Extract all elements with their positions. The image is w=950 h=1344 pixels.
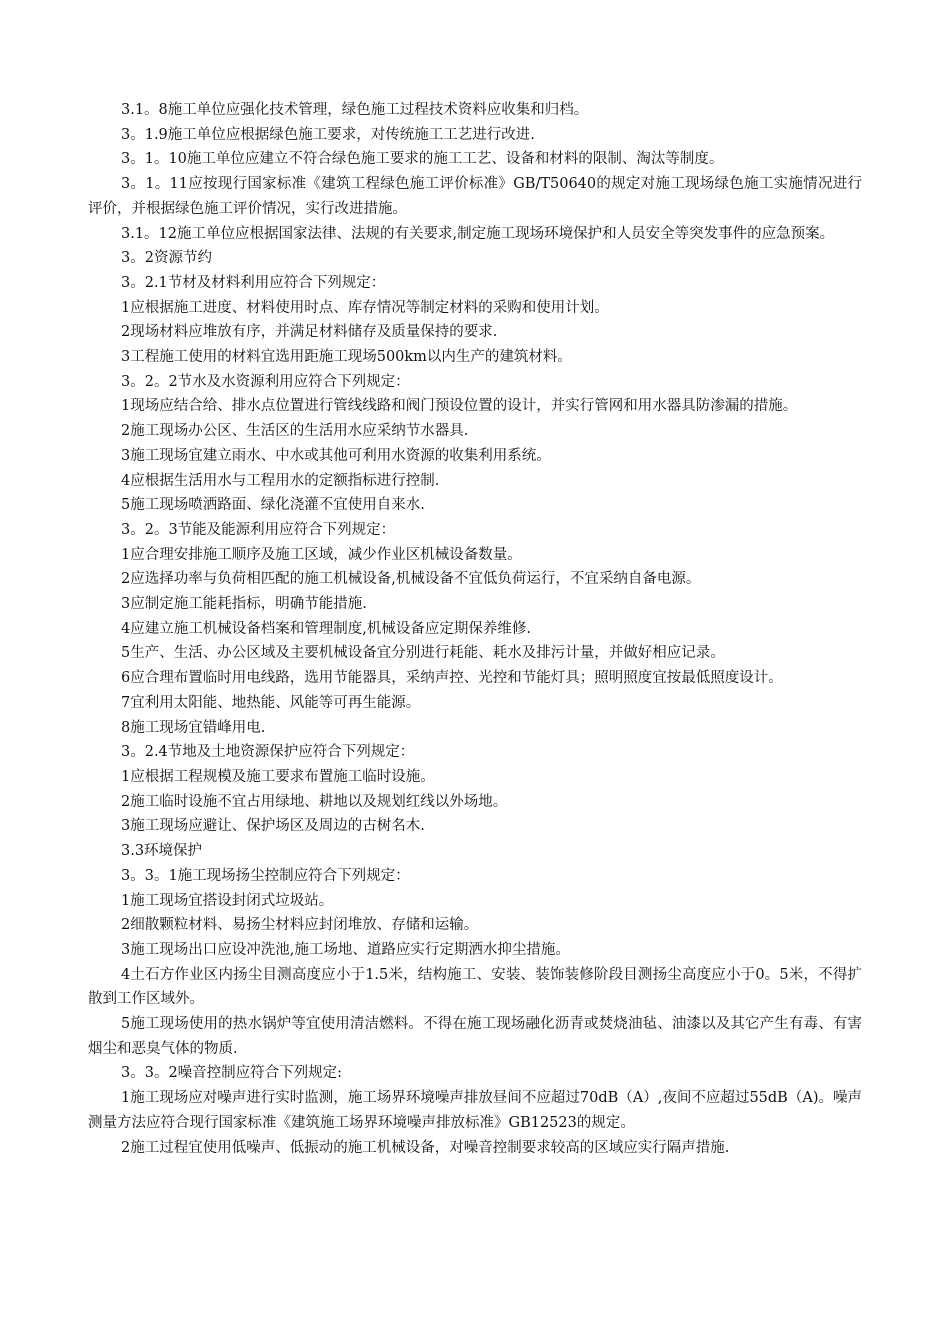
list-item: 2现场材料应堆放有序，并满足材料储存及质量保持的要求. bbox=[121, 324, 498, 341]
list-item: 4应建立施工机械设备档案和管理制度,机械设备应定期保养维修. bbox=[121, 620, 531, 637]
list-item: 2施工现场办公区、生活区的生活用水应采纳节水器具. bbox=[121, 423, 469, 440]
list-item: 6应合理布置临时用电线路，选用节能器具，采纳声控、光控和节能灯具；照明照度宜按最低照度设计。 bbox=[121, 670, 783, 687]
subsection-heading: 3。3。2噪音控制应符合下列规定: bbox=[121, 1065, 343, 1082]
subsection-heading: 3。2.1节材及材料利用应符合下列规定： bbox=[121, 274, 386, 291]
subsection-heading: 3。3。1施工现场扬尘控制应符合下列规定： bbox=[121, 867, 410, 884]
list-item: 3工程施工使用的材料宜选用距施工现场500km以内生产的建筑材料。 bbox=[121, 349, 572, 366]
list-item: 7宜利用太阳能、地热能、风能等可再生能源。 bbox=[121, 694, 421, 711]
list-item: 1应合理安排施工顺序及施工区域，减少作业区机械设备数量。 bbox=[121, 546, 522, 563]
list-item: 2施工临时设施不宜占用绿地、耕地以及规划红线以外场地。 bbox=[121, 793, 508, 810]
list-item: 5生产、生活、办公区域及主要机械设备宜分别进行耗能、耗水及排污计量，并做好相应记录。 bbox=[121, 645, 725, 662]
list-item: 3施工现场出口应设冲洗池,施工场地、道路应实行定期洒水抑尘措施。 bbox=[121, 941, 570, 958]
list-item: 2应选择功率与负荷相匹配的施工机械设备,机械设备不宜低负荷运行，不宜采纳自备电源。 bbox=[121, 571, 701, 588]
section-heading: 3。2资源节约 bbox=[121, 250, 212, 267]
list-item: 2细散颗粒材料、易扬尘材料应封闭堆放、存储和运输。 bbox=[121, 917, 479, 934]
list-item: 1施工现场应对噪声进行实时监测，施工场界环境噪声排放昼间不应超过70dB（A）,夜间不应超过55dB（A)。噪声测量方法应符合现行国家标准《建筑施工场界环境噪声排放标准》GB12523的规定。 bbox=[88, 1090, 862, 1131]
list-item: 5施工现场喷洒路面、绿化浇灌不宜使用自来水. bbox=[121, 497, 425, 514]
paragraph: 3.1。12施工单位应根据国家法律、法规的有关要求,制定施工现场环境保护和人员安全等突发事件的应急预案。 bbox=[121, 225, 835, 242]
list-item: 1应根据工程规模及施工要求布置施工临时设施。 bbox=[121, 768, 435, 785]
paragraph: 3。1。11应按现行国家标准《建筑工程绿色施工评价标准》GB/T50640的规定对施工现场绿色施工实施情况进行评价，并根据绿色施工评价情况，实行改进措施。 bbox=[88, 176, 862, 217]
list-item: 3施工现场宜建立雨水、中水或其他可利用水资源的收集利用系统。 bbox=[121, 447, 551, 464]
list-item: 3应制定施工能耗指标，明确节能措施. bbox=[121, 596, 367, 613]
list-item: 4应根据生活用水与工程用水的定额指标进行控制. bbox=[121, 472, 440, 489]
list-item: 1现场应结合给、排水点位置进行管线线路和阀门预设位置的设计，并实行管网和用水器具防渗漏的措施。 bbox=[121, 398, 798, 415]
list-item: 4土石方作业区内扬尘目测高度应小于1.5米，结构施工、安装、装饰装修阶段目测扬尘高度应小于0。5米，不得扩散到工作区域外。 bbox=[88, 966, 862, 1008]
paragraph: 3。1.9施工单位应根据绿色施工要求，对传统施工工艺进行改进. bbox=[121, 126, 535, 143]
paragraph: 3.1。8施工单位应强化技术管理，绿色施工过程技术资料应收集和归档。 bbox=[121, 102, 589, 118]
subsection-heading: 3。2。2节水及水资源利用应符合下列规定： bbox=[121, 373, 410, 390]
paragraph: 3。1。10施工单位应建立不符合绿色施工要求的施工工艺、设备和材料的限制、淘汰等制度。 bbox=[121, 151, 724, 168]
list-item: 3施工现场应避让、保护场区及周边的古树名木. bbox=[121, 818, 425, 835]
section-heading: 3.3环境保护 bbox=[121, 843, 203, 860]
list-item: 1应根据施工进度、材料使用时点、库存情况等制定材料的采购和使用计划。 bbox=[121, 299, 609, 316]
subsection-heading: 3。2.4节地及土地资源保护应符合下列规定： bbox=[121, 744, 415, 761]
list-item: 1施工现场宜搭设封闭式垃圾站。 bbox=[121, 892, 334, 909]
subsection-heading: 3。2。3节能及能源利用应符合下列规定： bbox=[121, 521, 396, 538]
list-item: 8施工现场宜错峰用电. bbox=[121, 719, 266, 736]
list-item: 5施工现场使用的热水锅炉等宜使用清洁燃料。不得在施工现场融化沥青或焚烧油毡、油漆以及其它产生有毒、有害烟尘和恶臭气体的物质. bbox=[88, 1016, 862, 1057]
list-item: 2施工过程宜使用低噪声、低振动的施工机械设备，对噪音控制要求较高的区域应实行隔声措施. bbox=[121, 1139, 730, 1156]
